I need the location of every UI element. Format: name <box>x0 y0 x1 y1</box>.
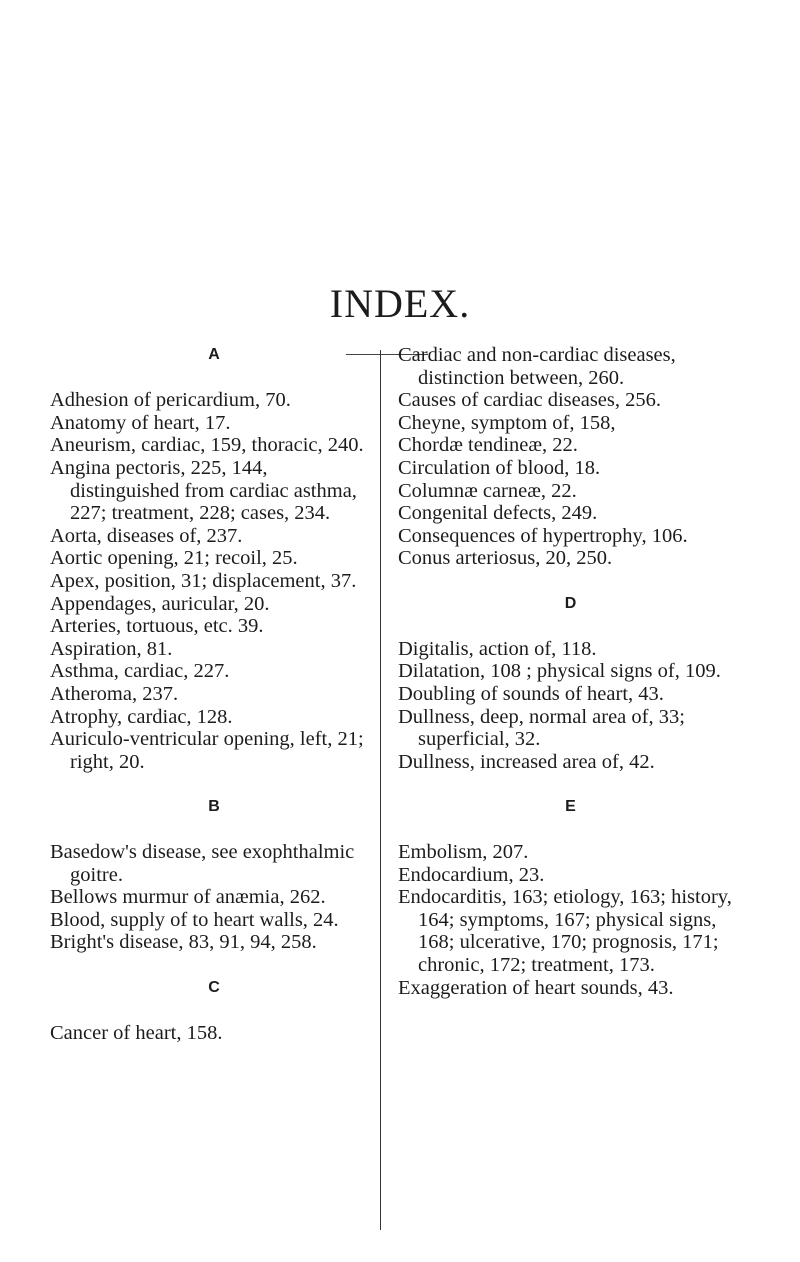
index-entry: Chordæ tendineæ, 22. <box>398 434 578 457</box>
spacer <box>398 818 743 841</box>
section-letter-b: B <box>208 797 220 815</box>
column-divider <box>380 350 381 1230</box>
page-title: INDEX. <box>329 281 471 326</box>
spacer <box>50 367 378 390</box>
index-entry: Embolism, 207. <box>398 841 529 864</box>
index-entry: Exaggeration of heart sounds, 43. <box>398 976 674 999</box>
index-entry: Circulation of blood, 18. <box>398 456 601 479</box>
section-letter-a: A <box>208 346 220 363</box>
index-entry: Cardiac and non-cardiac diseases, distinction between, 260. <box>398 344 676 389</box>
index-entry: Cheyne, symptom of, 158, <box>398 411 616 434</box>
index-entry: Aspiration, 81. <box>50 637 173 660</box>
left-column <box>50 344 378 1044</box>
index-entry: Adhesion of pericardium, 70. <box>50 389 291 412</box>
index-entry: Atrophy, cardiac, 128. <box>50 705 233 728</box>
index-entry: Appendages, auricular, 20. <box>50 592 270 615</box>
index-entry: Aortic opening, 21; recoil, 25. <box>50 547 298 570</box>
spacer <box>50 818 378 841</box>
index-entry: Atheroma, 237. <box>50 682 179 705</box>
index-entry: Basedow's disease, see exophthalmic goitre. <box>50 841 355 886</box>
index-entry: Asthma, cardiac, 227. <box>50 660 230 683</box>
index-entry: Endocarditis, 163; etiology, 163; history, 164; symptoms, 167; physical signs, 168; ulcerative, 170; prognosis, 171; chronic, 172; treatment, 173. <box>398 886 732 977</box>
section-letter-e: E <box>565 797 576 815</box>
index-entry: Columnæ carneæ, 22. <box>398 479 577 502</box>
spacer <box>50 773 378 796</box>
index-entry: Doubling of sounds of heart, 43. <box>398 682 664 705</box>
index-entry: Dullness, deep, normal area of, 33; superficial, 32. <box>398 705 685 751</box>
index-entry: Bellows murmur of anæmia, 262. <box>50 886 326 909</box>
section-letter-d: D <box>564 594 577 612</box>
index-entry: Arteries, tortuous, etc. 39. <box>50 615 264 638</box>
index-entry: Digitalis, action of, 118. <box>398 637 597 660</box>
index-entry: Aneurism, cardiac, 159, thoracic, 240. <box>50 434 364 457</box>
index-entry: Congenital defects, 249. <box>398 502 598 525</box>
spacer <box>398 773 743 796</box>
spacer <box>398 615 743 638</box>
index-entry: Cancer of heart, 158. <box>50 1021 223 1044</box>
index-entry: Blood, supply of to heart walls, 24. <box>50 908 339 931</box>
index-entry: Causes of cardiac diseases, 256. <box>398 389 661 412</box>
section-letter-c: C <box>208 978 220 996</box>
index-entry: Aorta, diseases of, 237. <box>50 524 243 547</box>
spacer <box>398 570 743 593</box>
index-entry: Consequences of hypertrophy, 106. <box>398 524 688 547</box>
index-entry: Bright's disease, 83, 91, 94, 258. <box>50 931 317 954</box>
index-entry: Dilatation, 108 ; physical signs of, 109. <box>398 660 721 683</box>
index-entry: Anatomy of heart, 17. <box>50 411 231 434</box>
index-entry: Conus arteriosus, 20, 250. <box>398 547 613 570</box>
spacer <box>50 999 378 1022</box>
right-column <box>398 344 743 999</box>
spacer <box>50 954 378 977</box>
index-entry: Apex, position, 31; displacement, 37. <box>50 569 357 592</box>
index-entry: Endocardium, 23. <box>398 863 545 886</box>
index-entry: Auriculo-ventricular opening, left, 21; right, 20. <box>50 728 364 773</box>
index-entry: Angina pectoris, 225, 144, distinguished from cardiac asthma, 227; treatment, 228; cases, 234. <box>50 456 357 525</box>
index-entry: Dullness, increased area of, 42. <box>398 750 655 773</box>
